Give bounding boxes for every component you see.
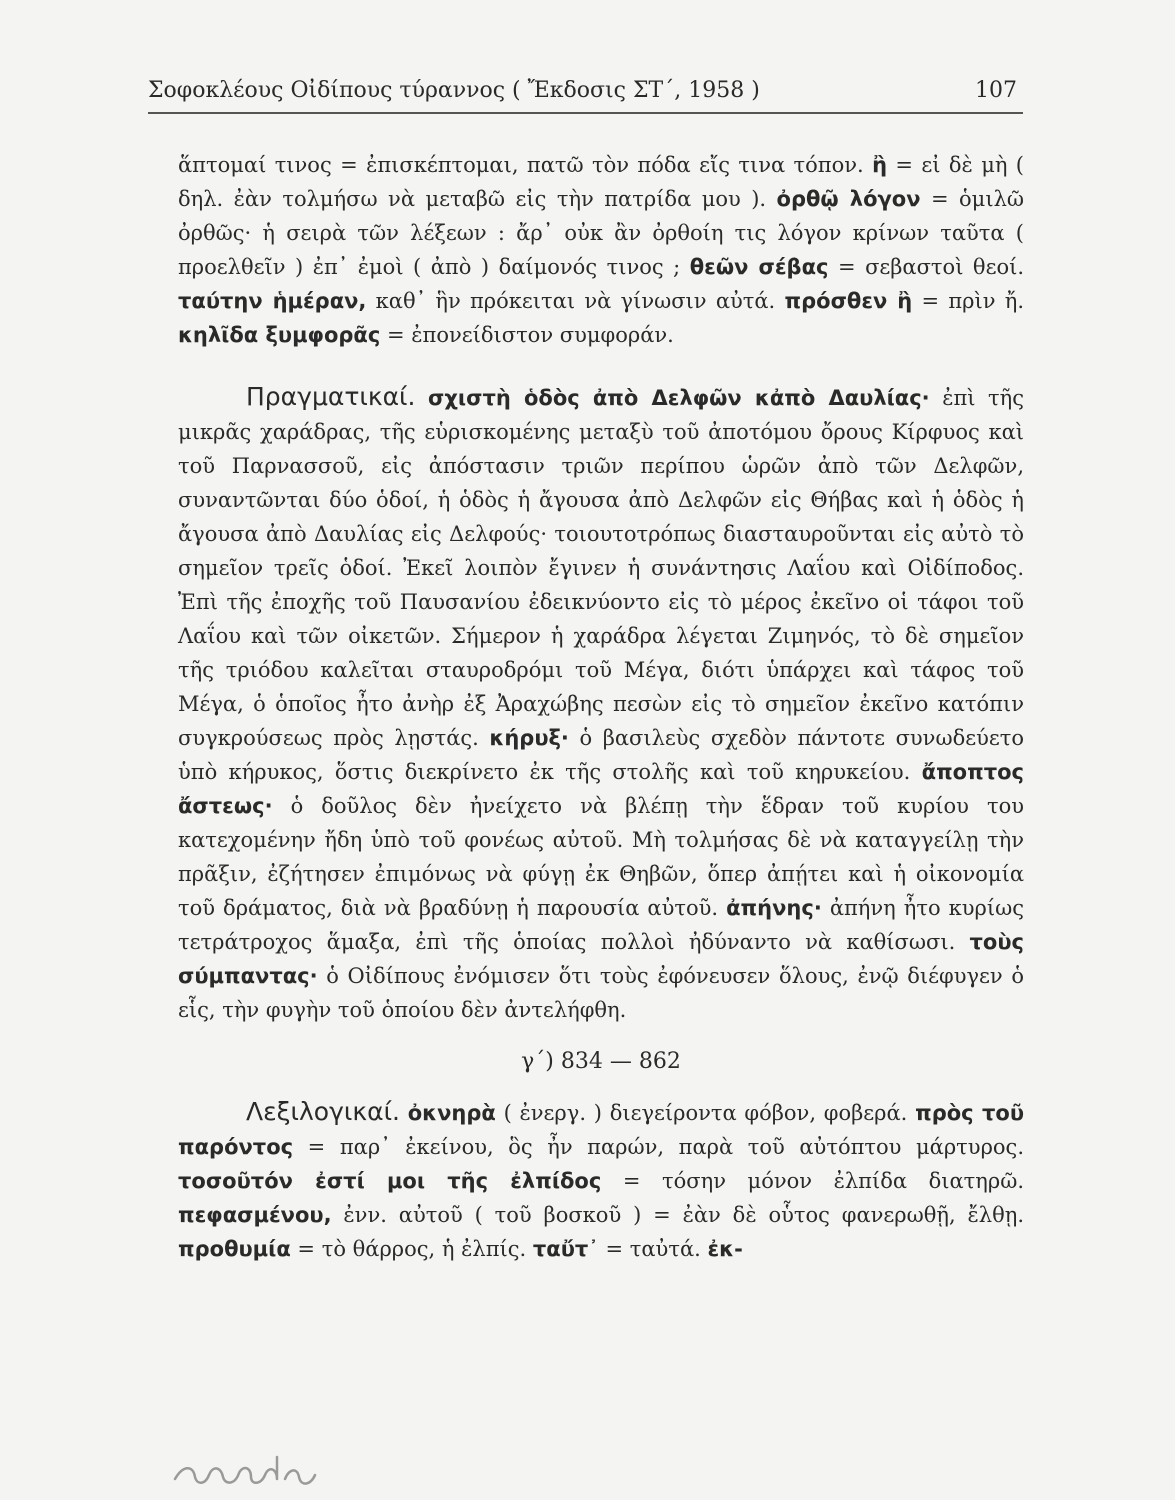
- gloss-term: ἀπήνης·: [726, 896, 822, 920]
- gloss-term: θεῶν σέβας: [689, 255, 829, 279]
- section-heading: Λεξιλογικαί.: [246, 1097, 400, 1126]
- gloss-term: ταύτην ἡμέραν,: [178, 289, 367, 313]
- gloss-term: ὀκνηρὰ: [407, 1101, 496, 1125]
- paragraph-pragmatikai: Πραγματικαί. σχιστὴ ὁδὸς ἀπὸ Δελφῶν κἀπὸ Δαυλίας· ἐπὶ τῆς μικρᾶς χαράδρας, τῆς εὑρισκομένης μεταξὺ τοῦ ἀποτόμου ὄρους Κίρφυος καὶ τοῦ Παρνασσοῦ, εἰς ἀπόστασιν τριῶν περίπου ὡρῶν ἀπὸ τῶν Δελφῶν, συναντῶνται δύο ὁδοί, ἡ ὁδὸς ἡ ἄγουσα ἀπὸ Δελφῶν εἰς Θήβας καὶ ἡ ὁδὸς ἡ ἄγουσα ἀπὸ Δαυλίας εἰς Δελφούς· τοιουτοτρόπως διασταυροῦνται εἰς αὐτὸ τὸ σημεῖον τρεῖς ὁδοί. Ἐκεῖ λοιπὸν ἔγινεν ἡ συνάντησις Λαΐου καὶ Οἰδίποδος. Ἐπὶ τῆς ἐποχῆς τοῦ Παυσανίου ἐδεικνύοντο εἰς τὸ μέρος ἐκεῖνο οἱ τάφοι τοῦ Λαΐου καὶ τῶν οἰκετῶν. Σήμερον ἡ χαράδρα λέγεται Ζιμηνός, τὸ δὲ σημεῖον τῆς τριόδου καλεῖται σταυροδρόμι τοῦ Μέγα, διότι ὑπάρχει καὶ τάφος τοῦ Μέγα, ὁ ὁποῖος ἦτο ἀνὴρ ἐξ Ἀραχώβης πεσὼν εἰς τὸ σημεῖον ἐκεῖνο κατόπιν συγκρούσεως πρὸς λῃστάς. κήρυξ· ὁ βασιλεὺς σχεδὸν πάντοτε συνωδεύετο ὑπὸ κήρυκος, ὅστις διεκρίνετο ἐκ τῆς στολῆς καὶ τοῦ κηρυκείου. ἄποπτος ἄστεως· ὁ δοῦλος δὲν ἠνείχετο νὰ βλέπῃ τὴν ἕδραν τοῦ κυρίου του κατεχομένην ἤδη ὑπὸ τοῦ φονέως αὐτοῦ. Μὴ τολμήσας δὲ νὰ καταγγείλῃ τὴν πρᾶξιν, ἐζήτησεν ἐπιμόνως νὰ φύγῃ ἐκ Θηβῶν, ὅπερ ἀπῄτει καὶ ἡ οἰκονομία τοῦ δράματος, διὰ νὰ βραδύνῃ ἡ παρουσία αὐτοῦ. ἀπήνης· ἀπήνη ἦτο κυρίως τετράτροχος ἅμαξα, ἐπὶ τῆς ὁποίας πολλοὶ ἠδύναντο νὰ καθίσωσι. τοὺς σύμπαντας· ὁ Οἰδίπους ἐνόμισεν ὅτι τοὺς ἐφόνευσεν ὅλους, ἐνῷ διέφυγεν ὁ εἷς, τὴν φυγὴν τοῦ ὁποίου δὲν ἀντελήφθη.: [178, 382, 1025, 1022]
- running-header: [148, 72, 1023, 114]
- gloss-term: ἐκ-: [707, 1237, 743, 1261]
- gloss-term: ἢ: [872, 153, 888, 177]
- paragraph-lexilogikai: Λεξιλογικαί. ὀκνηρὰ ( ἐνεργ. ) διεγείροντα φόβον, φοβερά. πρὸς τοῦ παρόντος = παρ᾽ ἐκείνου, ὃς ἦν παρών, παρὰ τοῦ αὐτόπτου μάρτυρος. τοσοῦτόν ἐστί μοι τῆς ἐλπίδος = τόσην μόνον ἐλπίδα διατηρῶ. πεφασμένου, ἐνν. αὐτοῦ ( τοῦ βοσκοῦ ) = ἐὰν δὲ οὗτος φανερωθῇ, ἔλθῃ. προθυμία = τὸ θάρρος, ἡ ἐλπίς. ταὔτ᾽ = ταὐτά. ἐκ-: [178, 1097, 1024, 1261]
- gloss-term: προθυμία: [178, 1237, 291, 1261]
- paragraph-glossary-continued: ἅπτομαί τινος = ἐπισκέπτομαι, πατῶ τὸν πόδα εἴς τινα τόπον. ἢ = εἰ δὲ μὴ ( δηλ. ἐὰν τολμήσω νὰ μεταβῶ εἰς τὴν πατρίδα μου ). ὀρθῷ λόγον = ὁμιλῶ ὀρθῶς· ἡ σειρὰ τῶν λέξεων : ἄρ᾽ οὐκ ἂν ὀρθοίη τις λόγον κρίνων ταῦτα ( προελθεῖν ) ἐπ᾽ ἐμοὶ ( ἀπὸ ) δαίμονός τινος ; θεῶν σέβας = σεβαστοὶ θεοί. ταύτην ἡμέραν, καθ᾽ ἣν πρόκειται νὰ γίνωσιν αὐτά. πρόσθεν ἢ = πρὶν ἤ. κηλῖδα ξυμφορᾶς = ἐπονείδιστον συμφοράν.: [178, 153, 1025, 347]
- main-text: [178, 148, 1024, 1266]
- gloss-term: ἄποπτος ἄστεως·: [178, 760, 1024, 818]
- gloss-term: πρὸς τοῦ παρόντος: [178, 1101, 1024, 1159]
- gloss-term: πρόσθεν ἢ: [784, 289, 913, 313]
- verse-range-heading: γ΄) 834 — 862: [521, 1049, 681, 1074]
- handwritten-margin-note: [165, 1445, 325, 1495]
- page-number: 107: [975, 78, 1017, 103]
- gloss-term: σχιστὴ ὁδὸς ἀπὸ Δελφῶν κἀπὸ Δαυλίας·: [428, 386, 930, 410]
- gloss-term: ὀρθῷ λόγον: [776, 187, 921, 211]
- running-title: Σοφοκλέους Οἰδίπους τύραννος ( Ἔκδοσις ΣΤ΄, 1958 ): [148, 78, 760, 103]
- gloss-term: τοσοῦτόν ἐστί μοι τῆς ἐλπίδος: [178, 1169, 602, 1193]
- gloss-term: κηλῖδα ξυμφορᾶς: [178, 323, 381, 347]
- gloss-term: τοὺς σύμπαντας·: [178, 930, 1024, 988]
- section-heading: Πραγματικαί.: [246, 382, 416, 411]
- gloss-term: πεφασμένου,: [178, 1203, 332, 1227]
- gloss-term: ταὔτ᾽: [532, 1237, 599, 1261]
- gloss-term: κήρυξ·: [489, 726, 569, 750]
